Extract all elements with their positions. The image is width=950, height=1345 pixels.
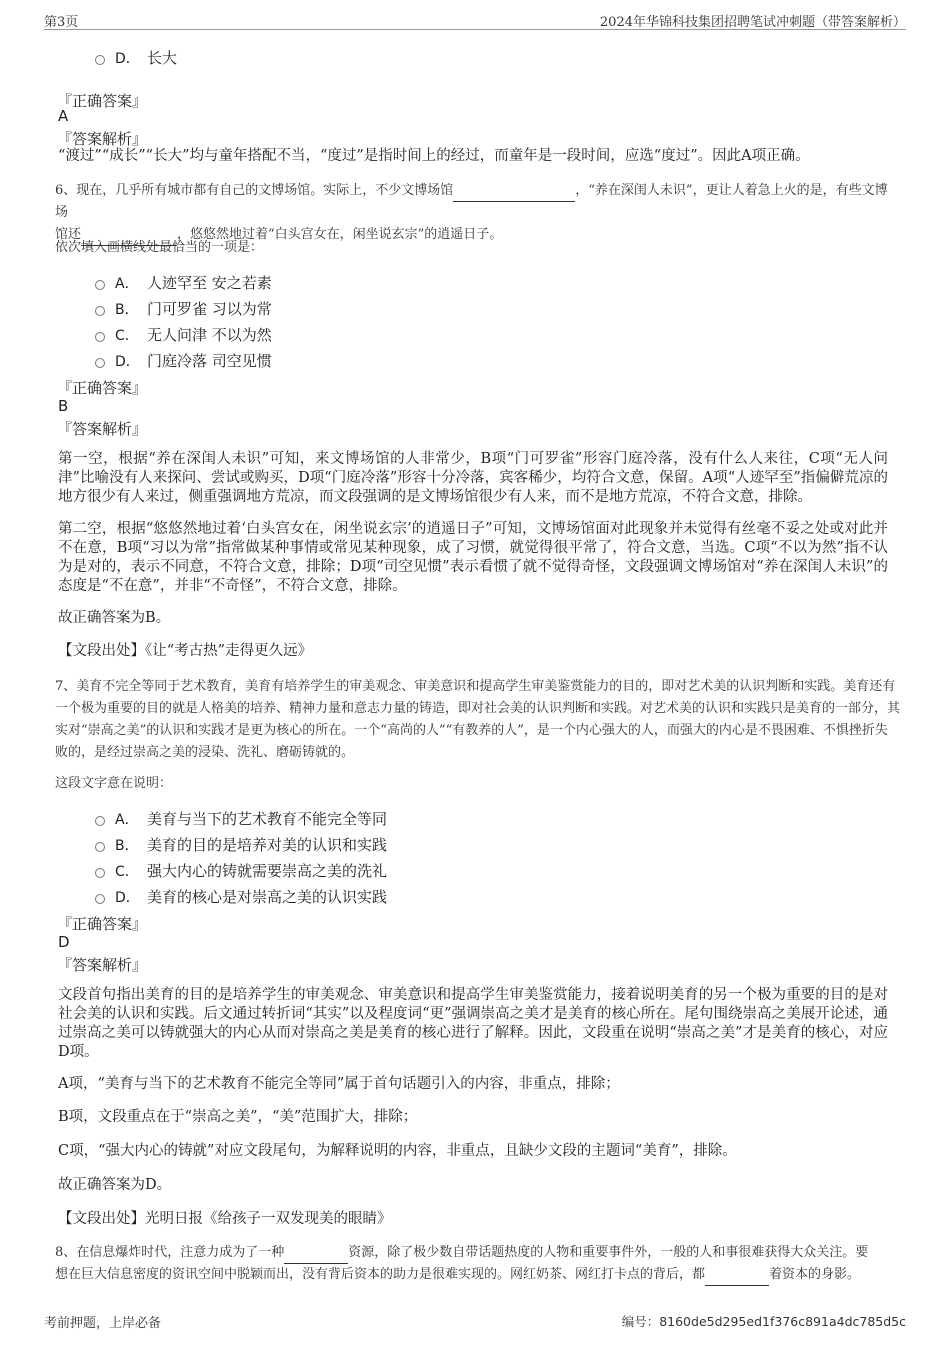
q7-option-d[interactable]: D． 美育的核心是对崇高之美的认识实践 [95,886,387,907]
q6-conclusion: 故正确答案为B。 [58,610,171,626]
q7-analysis-a: A项，“美育与当下的艺术教育不能完全等同”属于首句话题引入的内容，非重点，排除； [58,1076,620,1092]
q7-prompt: 这段文字意在说明： [55,776,173,791]
q7-analysis-tag: 『答案解析』 [57,956,148,974]
q6-option-c[interactable]: C． 无人问津 不以为然 [95,324,272,345]
q6-analysis-tag: 『答案解析』 [57,420,148,438]
page-number: 第3页 [44,15,79,30]
q7-option-b[interactable]: B． 美育的目的是培养对美的认识和实践 [95,834,387,855]
q7-stem: 7、美育不完全等同于艺术教育，美育有培养学生的审美观念、审美意识和提高学生审美鉴赏能力的目的，即对艺术美的认识判断和实践。美育还有一个极为重要的目的就是人格美的培养、精神力量和意志力量的铸造，即对社会美的认识判断和实践。对艺术美的认识和实践只是美育的一部分，其实对“崇高之美”的认识和实践才是更为核心的所在。一个“高尚的人”“有教养的人”，是一个内心强大的人，而强大的内心是不畏困难、不惧挫折失败的，是经过崇高之美的浸染、洗礼、磨砺铸就的。 [55,679,901,760]
q6-option-a[interactable]: A． 人迹罕至 安之若素 [95,272,272,293]
q7-analysis-c: C项，“强大内心的铸就”对应文段尾句，为解释说明的内容，非重点，且缺少文段的主题词“美育”，排除。 [58,1143,737,1159]
radio-icon[interactable] [95,306,105,316]
q7-analysis-b: B项，文段重点在于“崇高之美”，“美”范围扩大，排除； [58,1109,418,1125]
q6-analysis-2: 第二空，根据“悠悠然地过着‘白头宫女在，闲坐说玄宗’的逍遥日子”可知，文博场馆面对此现象并未觉得有丝毫不妥之处或对此并不在意，B项“习以为常”指常做某种事情或常见某种现象，成了习惯，就觉得很平常了，符合文意，当选。C项“不以为然”指不认为是对的，表示不同意，不符合文意，排除；D项“司空见惯”表示看惯了就不觉得奇怪，文段强调文博场馆对“养在深闺人未识”的态度是“不在意”，并非“不奇怪”，不符合文意，排除。 [58,521,888,594]
q6-source: 【文段出处】《让“考古热”走得更久远》 [58,643,313,659]
q7-conclusion: 故正确答案为D。 [58,1177,172,1193]
blank-line [284,1250,348,1264]
q6-option-d[interactable]: D． 门庭冷落 司空见惯 [95,350,272,371]
document-title: 2024年华锦科技集团招聘笔试冲刺题（带答案解析） [599,15,906,30]
q7-option-c[interactable]: C． 强大内心的铸就需要崇高之美的洗礼 [95,860,387,881]
radio-icon[interactable] [95,55,105,65]
radio-icon[interactable] [95,332,105,342]
radio-icon[interactable] [95,842,105,852]
radio-icon[interactable] [95,280,105,290]
q5-answer-tag: 『正确答案』 [57,92,148,110]
q7-answer: D [58,933,70,951]
q7-answer-tag: 『正确答案』 [57,915,148,933]
blank-line [705,1272,769,1286]
q5-analysis-tag: 『答案解析』 [57,130,148,148]
q7-option-a[interactable]: A． 美育与当下的艺术教育不能完全等同 [95,808,387,829]
q6-answer: B [58,397,69,415]
q7-source: 【文段出处】光明日报《给孩子一双发现美的眼睛》 [58,1211,392,1227]
q5-option-d[interactable]: D． 长大 [95,47,177,68]
q6-prompt: 依次填入画横线处最恰当的一项是： [55,240,264,255]
q6-answer-tag: 『正确答案』 [57,379,148,397]
radio-icon[interactable] [95,868,105,878]
q6-option-b[interactable]: B． 门可罗雀 习以为常 [95,298,272,319]
blank-line [453,188,575,202]
radio-icon[interactable] [95,816,105,826]
footer-slogan: 考前押题，上岸必备 [44,1316,162,1331]
q6-analysis-1: 第一空，根据“养在深闺人未识”可知，来文博场馆的人非常少，B项“门可罗雀”形容门庭冷落，没有什么人来往，C项“无人问津”比喻没有人来探问、尝试或购买，D项“门庭冷落”形容十分冷落，宾客稀少，均符合文意，保留。A项“人迹罕至”指偏僻荒凉的地方很少有人来过，侧重强调地方荒凉，而文段强调的是文博场馆很少有人来，而不是地方荒凉，不符合文意，排除。 [58,451,888,505]
q6-stem: 6、现在，几乎所有城市都有自己的文博场馆。实际上，不少文博场馆 ，“养在深闺人未识”，更让人着急上火的是，有些文博场 馆还 ，悠悠然地过着“白头宫女在，闲坐说玄宗”的逍遥日子。 [55,180,900,246]
page-header [44,8,906,30]
q5-answer: A [58,107,69,125]
q5-analysis: “渡过”“成长”“长大”均与童年搭配不当，“度过”是指时间上的经过，而童年是一段时间，应选“度过”。因此A项正确。 [58,148,810,164]
radio-icon[interactable] [95,894,105,904]
q7-analysis-1: 文段首句指出美育的目的是培养学生的审美观念、审美意识和提高学生审美鉴赏能力，接着说明美育的另一个极为重要的目的是对社会美的认识和实践。后文通过转折词“其实”以及程度词“更”强调崇高之美才是美育的核心所在。尾句围绕崇高之美展开论述，通过崇高之美可以铸就强大的内心从而对崇高之美是美育的核心进行了解释。因此，文段重在说明“崇高之美”才是美育的核心，对应D项。 [58,987,888,1060]
radio-icon[interactable] [95,358,105,368]
q8-stem: 8、在信息爆炸时代，注意力成为了一种 资源，除了极少数自带话题热度的人物和重要事件外，一般的人和事很难获得大众关注。要 想在巨大信息密度的资讯空间中脱颖而出，没有背后资本的助力是很难实现的。网红奶茶、网红打卡点的背后，都 着资本的身影。 [55,1242,900,1286]
document-id: 编号：8160de5d295ed1f376c891a4dc785d5c [621,1314,906,1329]
